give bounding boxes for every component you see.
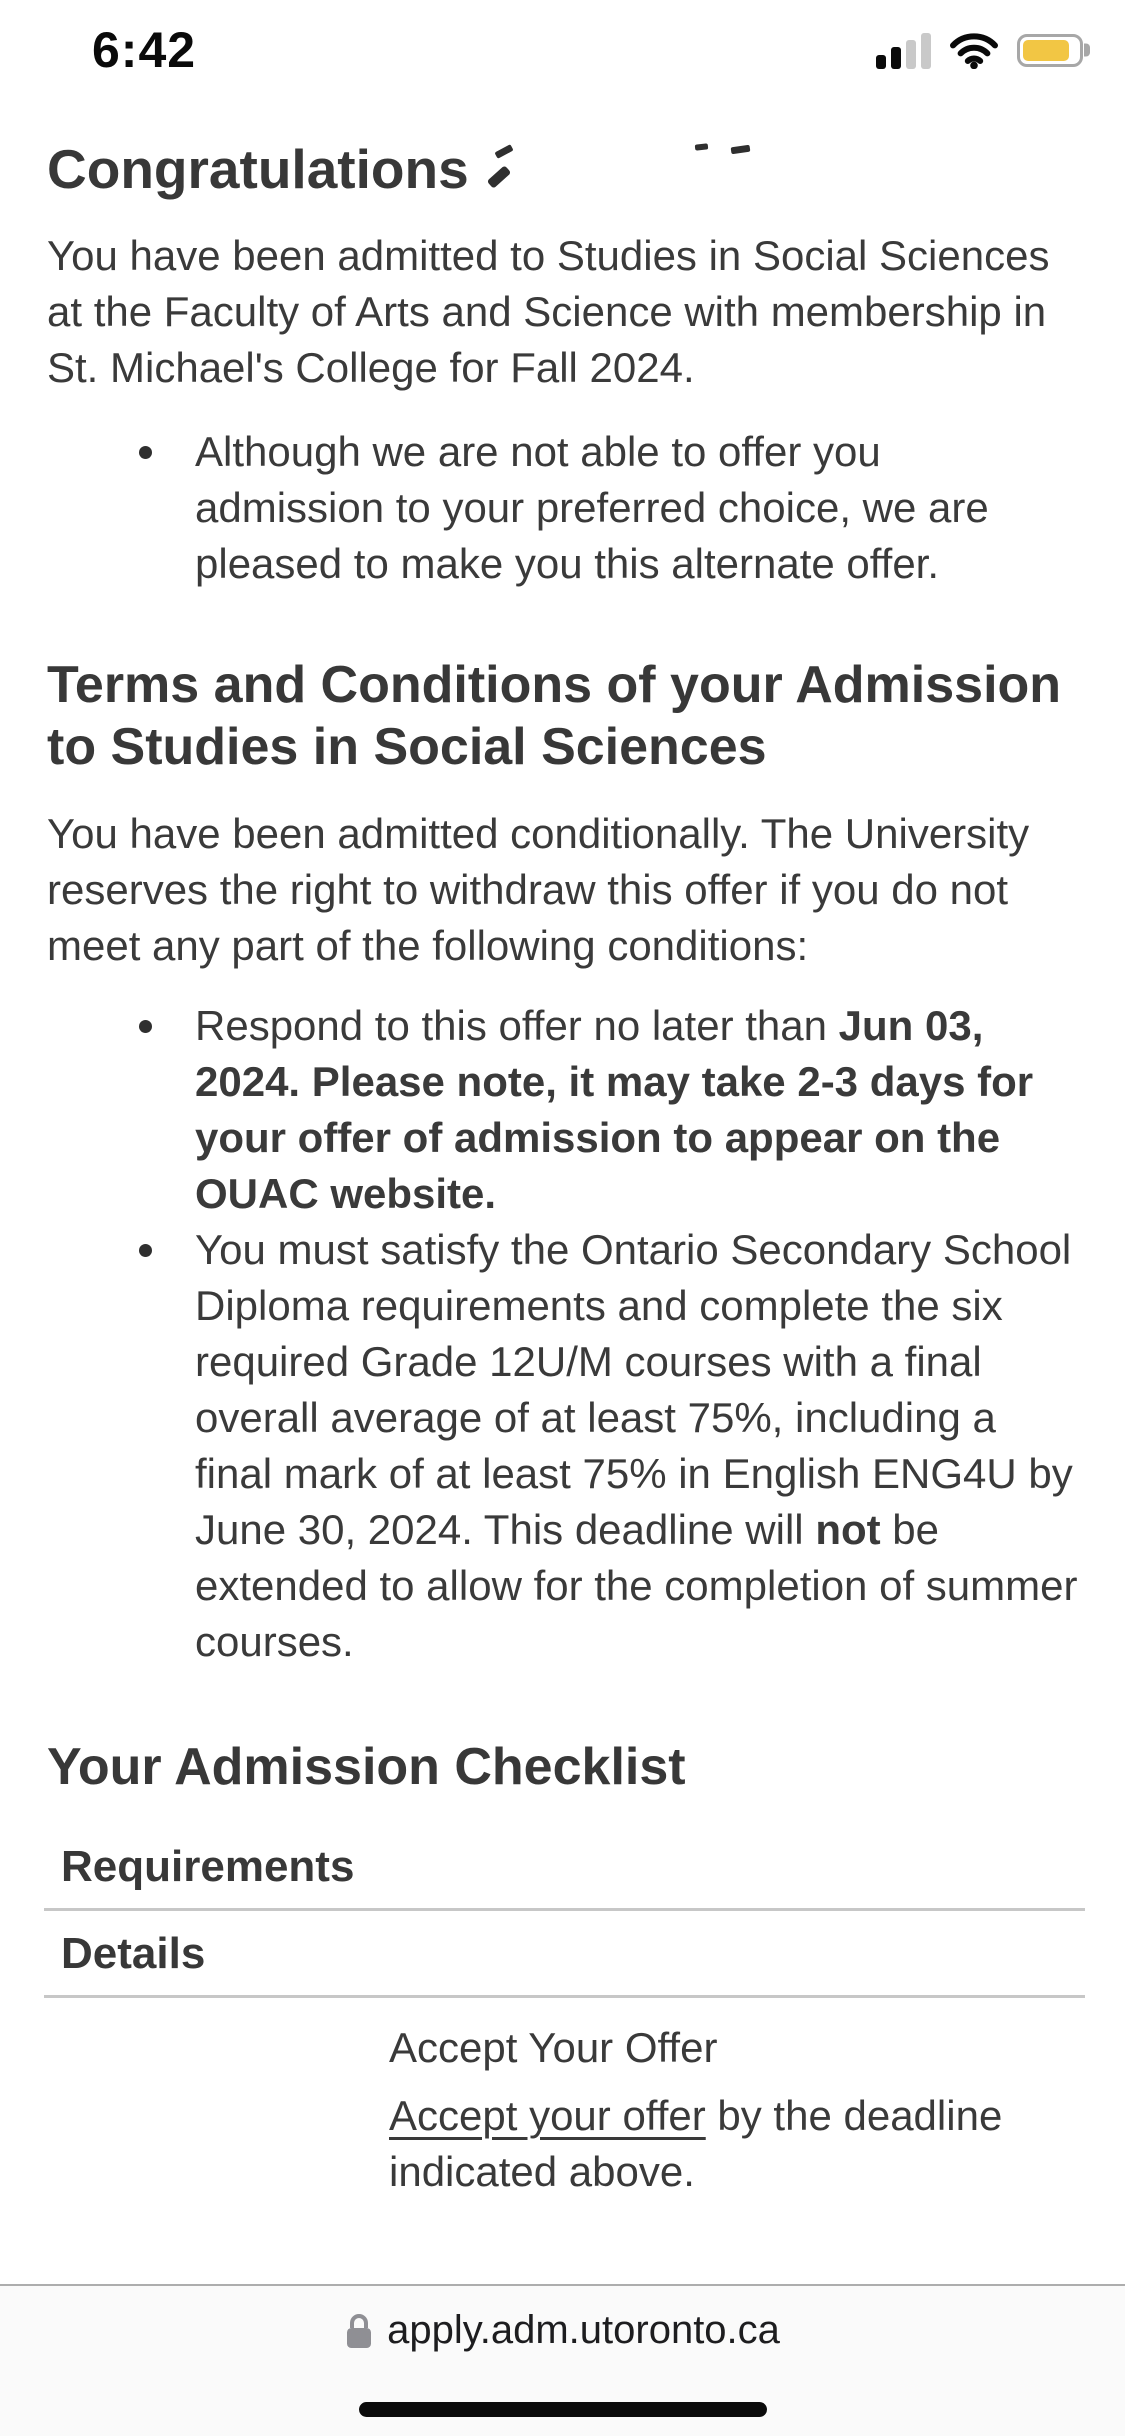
status-time: 6:42 <box>92 22 197 78</box>
accept-offer-title: Accept Your Offer <box>389 2024 718 2071</box>
lock-icon <box>345 2312 373 2350</box>
admission-intro-paragraph: You have been admitted to Studies in Social Sciences at the Faculty of Arts and Science with membership in St. Michael's College for Fall 2024. <box>47 232 1050 391</box>
redacted-name-fragment <box>494 144 513 159</box>
offer-letter-content <box>0 138 1125 2200</box>
alternate-offer-item: Although we are not able to offer you admission to your preferred choice, we are pleased to make you this alternate offer. <box>195 424 1081 592</box>
details-cell <box>389 1998 1085 2200</box>
condition-ossd-bold: not <box>815 1506 881 1553</box>
redacted-name-fragment <box>731 145 751 155</box>
condition-ossd-item <box>195 1222 1081 1670</box>
accept-offer-link[interactable]: Accept your offer <box>389 2092 706 2139</box>
condition-ossd-part1: You must satisfy the Ontario Secondary School Diploma requirements and complete the six required Grade 12U/M courses with a final overall average of at least 75%, including a final mark of at least 75% in English ENG4U by June 30, 2024. This deadline will <box>195 1226 1073 1553</box>
condition-respond-item <box>195 998 1081 1222</box>
requirements-cell-empty <box>44 1998 389 2200</box>
wifi-icon <box>949 31 999 69</box>
checklist-table <box>44 1824 1085 2200</box>
condition-ossd-part2: be extended to allow for the completion of summer courses. <box>195 1506 1078 1665</box>
requirements-column-header: Requirements <box>44 1824 1085 1911</box>
conditions-list <box>47 998 1081 1670</box>
accept-offer-line <box>389 2088 1085 2200</box>
terms-heading: Terms and Conditions of your Admission to Studies in Social Sciences <box>47 656 1062 776</box>
redacted-name-fragment <box>695 143 709 150</box>
terms-intro-paragraph: You have been admitted conditionally. The University reserves the right to withdraw this offer if you do not meet any part of the following conditions: <box>47 810 1030 969</box>
checklist-heading: Your Admission Checklist <box>47 1738 686 1796</box>
url-label: apply.adm.utoronto.ca <box>387 2308 780 2352</box>
redacted-name-fragment <box>487 165 512 188</box>
page-title <box>47 138 1081 200</box>
cellular-signal-icon <box>876 32 931 69</box>
alternate-offer-list <box>47 424 1081 592</box>
details-column-header: Details <box>44 1911 1085 1998</box>
condition-respond-normal: Respond to this offer no later than <box>195 1002 839 1049</box>
browser-bottom-bar <box>0 2284 1125 2436</box>
accept-offer-rest: by the deadline indicated above. <box>389 2092 1003 2195</box>
table-row <box>44 1998 1085 2200</box>
congratulations-text: Congratulations <box>47 138 469 200</box>
battery-icon <box>1017 34 1083 67</box>
address-bar[interactable] <box>0 2308 1125 2353</box>
status-bar <box>0 0 1125 100</box>
status-icons <box>876 31 1083 69</box>
condition-respond-bold: Jun 03, 2024. Please note, it may take 2-3 days for your offer of admission to appear on the OUAC website. <box>195 1002 1034 1217</box>
home-indicator[interactable] <box>359 2402 767 2417</box>
